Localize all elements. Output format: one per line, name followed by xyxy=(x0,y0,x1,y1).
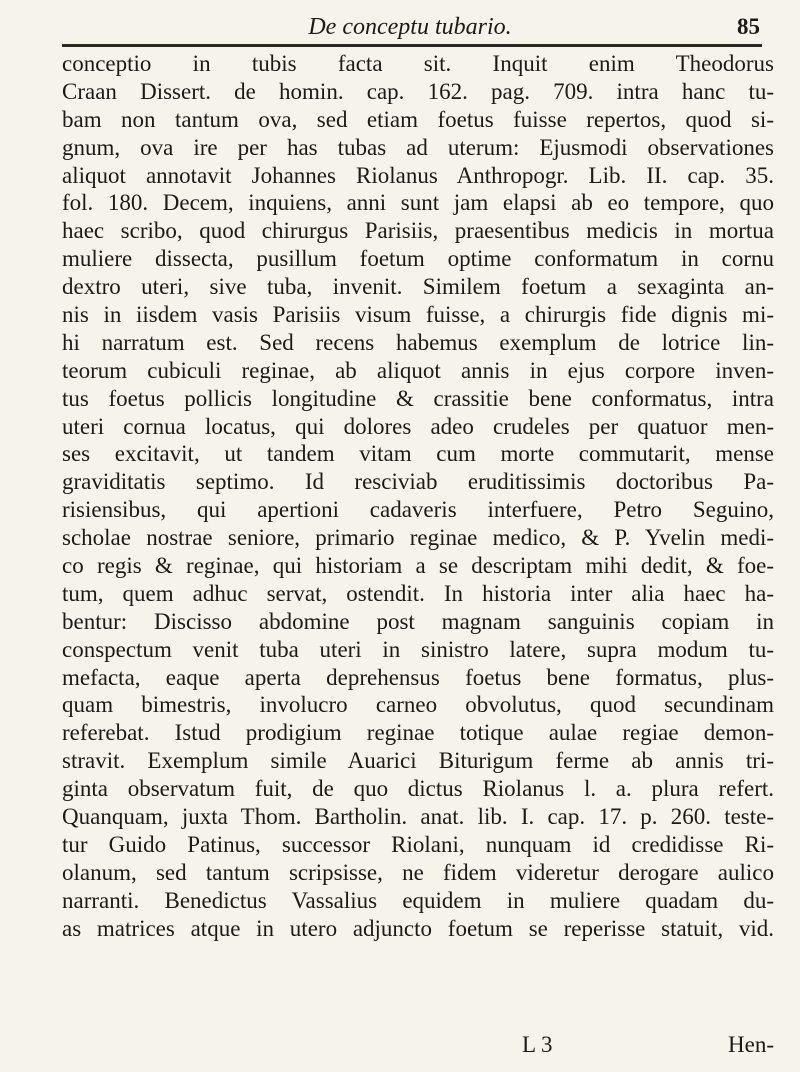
text-line: dextro uteri, sive tuba, invenit. Similem foetum a sexaginta an- xyxy=(62,274,774,300)
text-line: tur Guido Patinus, successor Riolani, nunquam id credidisse Ri- xyxy=(62,831,774,857)
text-line: teorum cubiculi reginae, ab aliquot annis in ejus corpore inven- xyxy=(62,357,774,383)
text-line: uteri cornua locatus, qui dolores adeo crudeles per quatuor men- xyxy=(62,413,774,439)
text-line: tus foetus pollicis longitudine & crassitie bene conformatus, intra xyxy=(62,385,774,411)
text-line: ses excitavit, ut tandem vitam cum morte commutarit, mense xyxy=(62,441,774,467)
body-text xyxy=(62,50,774,943)
text-line: mefacta, eaque aperta deprehensus foetus bene formatus, plus- xyxy=(62,664,774,690)
text-line: conceptio in tubis facta sit. Inquit enim Theodorus xyxy=(62,51,774,76)
page-footer xyxy=(62,1030,774,1060)
text-line: olanum, sed tantum scripsisse, ne fidem videretur derogare aulico xyxy=(62,859,774,885)
text-line: nis in iisdem vasis Parisiis visum fuisse, a chirurgis fide dignis mi- xyxy=(62,302,774,328)
text-line: muliere dissecta, pusillum foetum optime conformatum in cornu xyxy=(62,246,774,272)
running-title: De conceptu tubario. xyxy=(308,14,512,40)
text-line: hi narratum est. Sed recens habemus exemplum de lotrice lin- xyxy=(62,329,774,355)
signature-mark: L 3 xyxy=(522,1032,553,1057)
text-line: tum, quem adhuc servat, ostendit. In historia inter alia haec ha- xyxy=(62,580,774,606)
text-line: referebat. Istud prodigium reginae totique aulae regiae demon- xyxy=(62,720,774,746)
text-line: graviditatis septimo. Id resciviab eruditissimis doctoribus Pa- xyxy=(62,469,774,495)
text-line: stravit. Exemplum simile Auarici Biturigum ferme ab annis tri- xyxy=(62,748,774,774)
text-line: risiensibus, qui apertioni cadaveris interfuere, Petro Seguino, xyxy=(62,497,774,523)
text-line: co regis & reginae, qui historiam a se descriptam mihi dedit, & foe- xyxy=(62,553,774,579)
text-line: as matrices atque in utero adjuncto foetum se reperisse statuit, vid. xyxy=(62,915,774,941)
text-line: gnum, ova ire per has tubas ad uterum: Ejusmodi observationes xyxy=(62,134,774,160)
text-line: Quanquam, juxta Thom. Bartholin. anat. lib. I. cap. 17. p. 260. teste- xyxy=(62,804,774,830)
text-line: fol. 180. Decem, inquiens, anni sunt jam elapsi ab eo tempore, quo xyxy=(62,190,774,216)
page-number: 85 xyxy=(737,14,760,39)
text-line: Craan Dissert. de homin. cap. 162. pag. 709. intra hanc tu- xyxy=(62,78,774,104)
text-line: quam bimestris, involucro carneo obvolutus, quod secundinam xyxy=(62,692,774,718)
text-line: conspectum venit tuba uteri in sinistro latere, supra modum tu- xyxy=(62,636,774,662)
text-line: scholae nostrae seniore, primario reginae medico, & P. Yvelin medi- xyxy=(62,525,774,551)
text-line: narranti. Benedictus Vassalius equidem in muliere quadam du- xyxy=(62,887,774,913)
catchword: Hen- xyxy=(728,1032,774,1057)
text-line: bentur: Discisso abdomine post magnam sanguinis copiam in xyxy=(62,608,774,634)
running-head xyxy=(60,10,760,44)
header-rule xyxy=(62,44,762,47)
text-line: ginta observatum fuit, de quo dictus Riolanus l. a. plura refert. xyxy=(62,776,774,802)
text-line: bam non tantum ova, sed etiam foetus fuisse repertos, quod si- xyxy=(62,106,774,132)
text-line: haec scribo, quod chirurgus Parisiis, praesentibus medicis in mortua xyxy=(62,218,774,244)
text-line: aliquot annotavit Johannes Riolanus Anthropogr. Lib. II. cap. 35. xyxy=(62,162,774,188)
